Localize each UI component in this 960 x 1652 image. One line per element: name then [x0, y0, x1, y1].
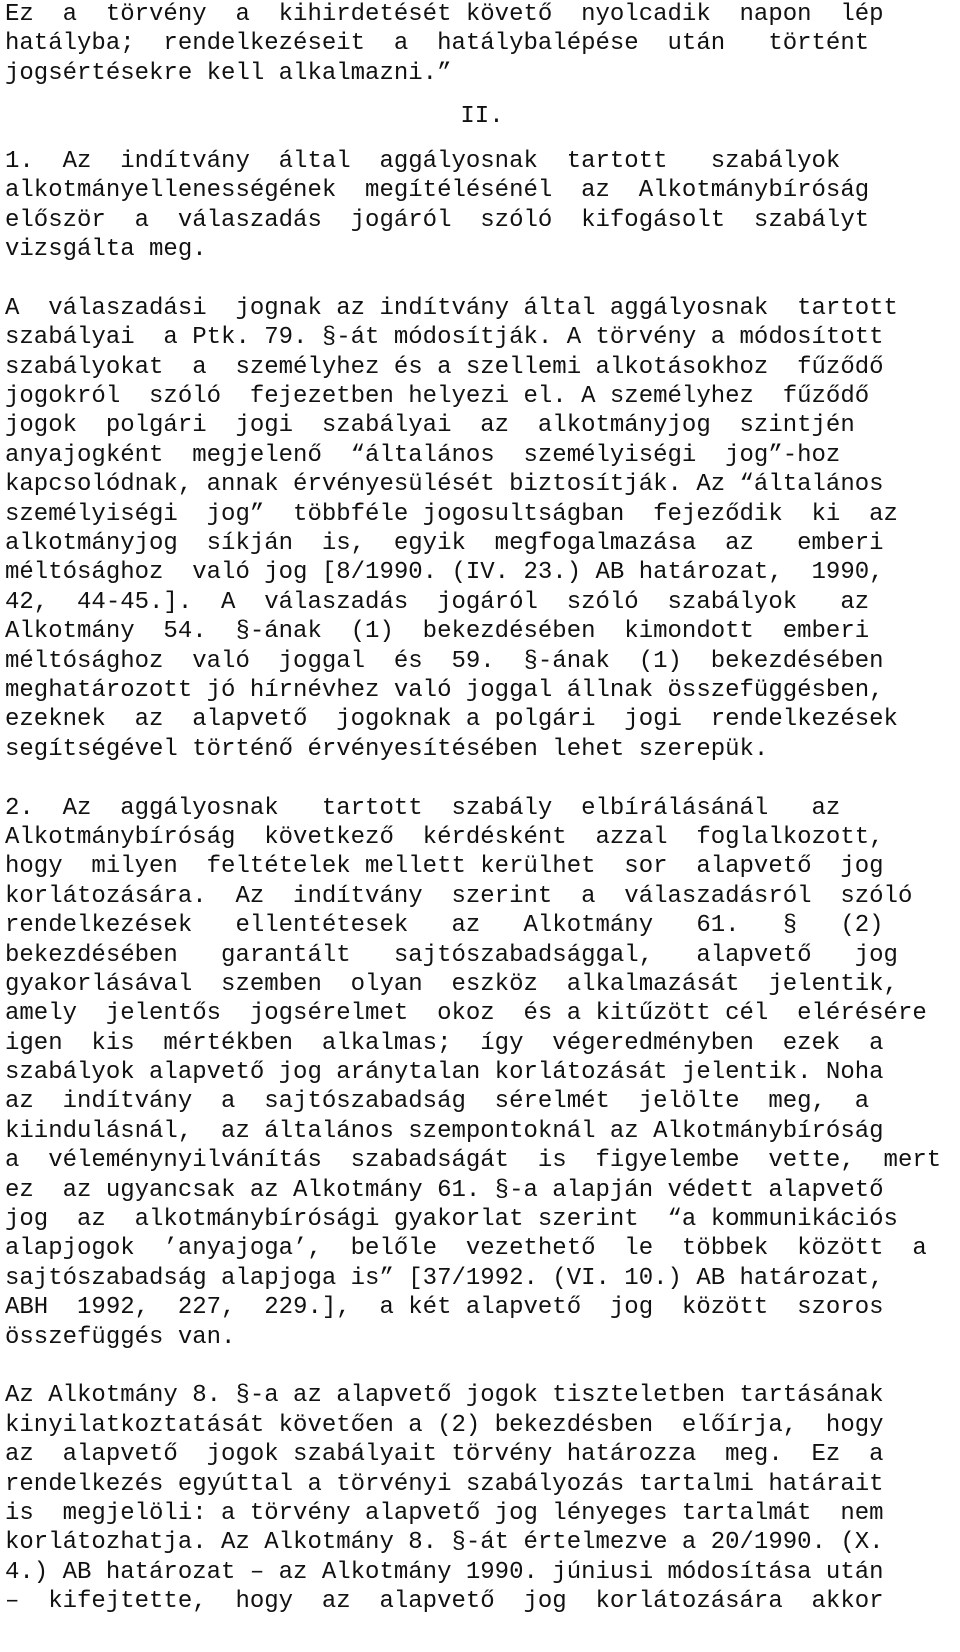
- text-line: a véleménynyilvánítás szabadságát is figyelembe vette, mert: [5, 1147, 942, 1175]
- text-line: szabályai a Ptk. 79. §-át módosítják. A törvény a módosított: [5, 324, 884, 352]
- text-line: az alapvető jogok szabályait törvény határozza meg. Ez a: [5, 1441, 884, 1469]
- text-line: is megjelöli: a törvény alapvető jog lényeges tartalmát nem: [5, 1499, 884, 1527]
- text-line: összefüggés van.: [5, 1323, 236, 1351]
- text-line: A válaszadási jognak az indítvány által aggályosnak tartott: [5, 294, 898, 322]
- text-line: először a válaszadás jogáról szóló kifogásolt szabályt: [5, 206, 870, 234]
- text-line: sajtószabadság alapjoga is” [37/1992. (VI. 10.) AB határozat,: [5, 1264, 884, 1292]
- section-heading-ii: II.: [460, 103, 504, 131]
- text-line: Alkotmány 54. §-ának (1) bekezdésében kimondott emberi: [5, 618, 870, 646]
- text-line: gyakorlásával szemben olyan eszköz alkalmazását jelentik,: [5, 970, 898, 998]
- text-line: Az Alkotmány 8. §-a az alapvető jogok tiszteletben tartásának: [5, 1382, 884, 1410]
- paragraph-alkotmany-8: [5, 1381, 959, 1616]
- text-line: szabályokat a személyhez és a szellemi alkotásokhoz fűződő: [5, 353, 884, 381]
- text-line: személyiségi jog” többféle jogosultságban fejeződik ki az: [5, 500, 898, 528]
- paragraph-intro-quote: [5, 0, 959, 88]
- text-line: 1. Az indítvány által aggályosnak tartott szabályok: [5, 147, 841, 175]
- text-line: – kifejtette, hogy az alapvető jog korlátozására akkor: [5, 1588, 884, 1616]
- paragraph-2: [5, 794, 959, 1352]
- text-line: ezeknek az alapvető jogoknak a polgári jogi rendelkezések: [5, 706, 898, 734]
- text-line: rendelkezés egyúttal a törvényi szabályozás tartalmi határait: [5, 1470, 884, 1498]
- text-line: 42, 44-45.]. A válaszadás jogáról szóló szabályok az: [5, 588, 870, 616]
- text-line: ez az ugyancsak az Alkotmány 61. §-a alapján védett alapvető: [5, 1176, 884, 1204]
- text-line: kiindulásnál, az általános szempontoknál az Alkotmánybíróság: [5, 1117, 884, 1145]
- text-line: anyajogként megjelenő “általános személyiségi jog”-hoz: [5, 441, 841, 469]
- text-line: Ez a törvény a kihirdetését követő nyolcadik napon lép: [5, 1, 884, 28]
- text-line: kapcsolódnak, annak érvényesülését biztosítják. Az “általános: [5, 471, 884, 499]
- paragraph-spacer: [5, 764, 959, 793]
- text-line: ABH 1992, 227, 229.], a két alapvető jog között szoros: [5, 1294, 884, 1322]
- text-line: szabályok alapvető jog aránytalan korlátozását jelentik. Noha: [5, 1059, 884, 1087]
- text-line: vizsgálta meg.: [5, 236, 207, 264]
- text-line: alapjogok ’anyajoga’, belőle vezethető le többek között a: [5, 1235, 927, 1263]
- text-line: Alkotmánybíróság következő kérdésként azzal foglalkozott,: [5, 823, 884, 851]
- text-line: meghatározott jó hírnévhez való joggal állnak összefüggésben,: [5, 677, 884, 704]
- document-page: [5, 0, 959, 1617]
- text-line: méltósághoz való jog [8/1990. (IV. 23.) AB határozat, 1990,: [5, 559, 884, 587]
- text-line: jogsértésekre kell alkalmazni.”: [5, 59, 452, 87]
- text-line: hogy milyen feltételek mellett kerülhet sor alapvető jog: [5, 853, 884, 881]
- text-line: alkotmányellenességének megítélésénél az Alkotmánybíróság: [5, 177, 870, 205]
- text-line: hatályba; rendelkezéseit a hatálybalépése után történt: [5, 30, 870, 58]
- text-line: az indítvány a sajtószabadság sérelmét jelölte meg, a: [5, 1088, 870, 1116]
- text-line: korlátozására. Az indítvány szerint a válaszadásról szóló: [5, 882, 913, 910]
- text-line: 2. Az aggályosnak tartott szabály elbírálásánál az: [5, 794, 841, 822]
- text-line: 4.) AB határozat – az Alkotmány 1990. júniusi módosítása után: [5, 1558, 884, 1586]
- text-line: igen kis mértékben alkalmas; így végeredményben ezek a: [5, 1029, 884, 1057]
- text-line: amely jelentős jogsérelmet okoz és a kitűzött cél elérésére: [5, 1000, 927, 1028]
- paragraph-spacer: [5, 1352, 959, 1381]
- text-line: jogokról szóló fejezetben helyezi el. A személyhez fűződő: [5, 383, 870, 411]
- text-line: rendelkezések ellentétesek az Alkotmány 61. § (2): [5, 912, 884, 940]
- text-line: méltósághoz való joggal és 59. §-ának (1) bekezdésében: [5, 647, 884, 675]
- text-line: alkotmányjog síkján is, egyik megfogalmazása az emberi: [5, 530, 884, 558]
- text-line: jogok polgári jogi szabályai az alkotmányjog szintjén: [5, 412, 855, 440]
- text-line: bekezdésében garantált sajtószabadsággal, alapvető jog: [5, 941, 898, 969]
- paragraph-spacer: [5, 265, 959, 294]
- paragraph-valaszadasi-jog: [5, 294, 959, 764]
- text-line: segítségével történő érvényesítésében lehet szerepük.: [5, 735, 769, 763]
- text-line: kinyilatkoztatását követően a (2) bekezdésben előírja, hogy: [5, 1411, 884, 1439]
- text-line: jog az alkotmánybírósági gyakorlat szerint “a kommunikációs: [5, 1206, 898, 1234]
- text-line: korlátozhatja. Az Alkotmány 8. §-át értelmezve a 20/1990. (X.: [5, 1529, 884, 1557]
- paragraph-1: [5, 147, 959, 265]
